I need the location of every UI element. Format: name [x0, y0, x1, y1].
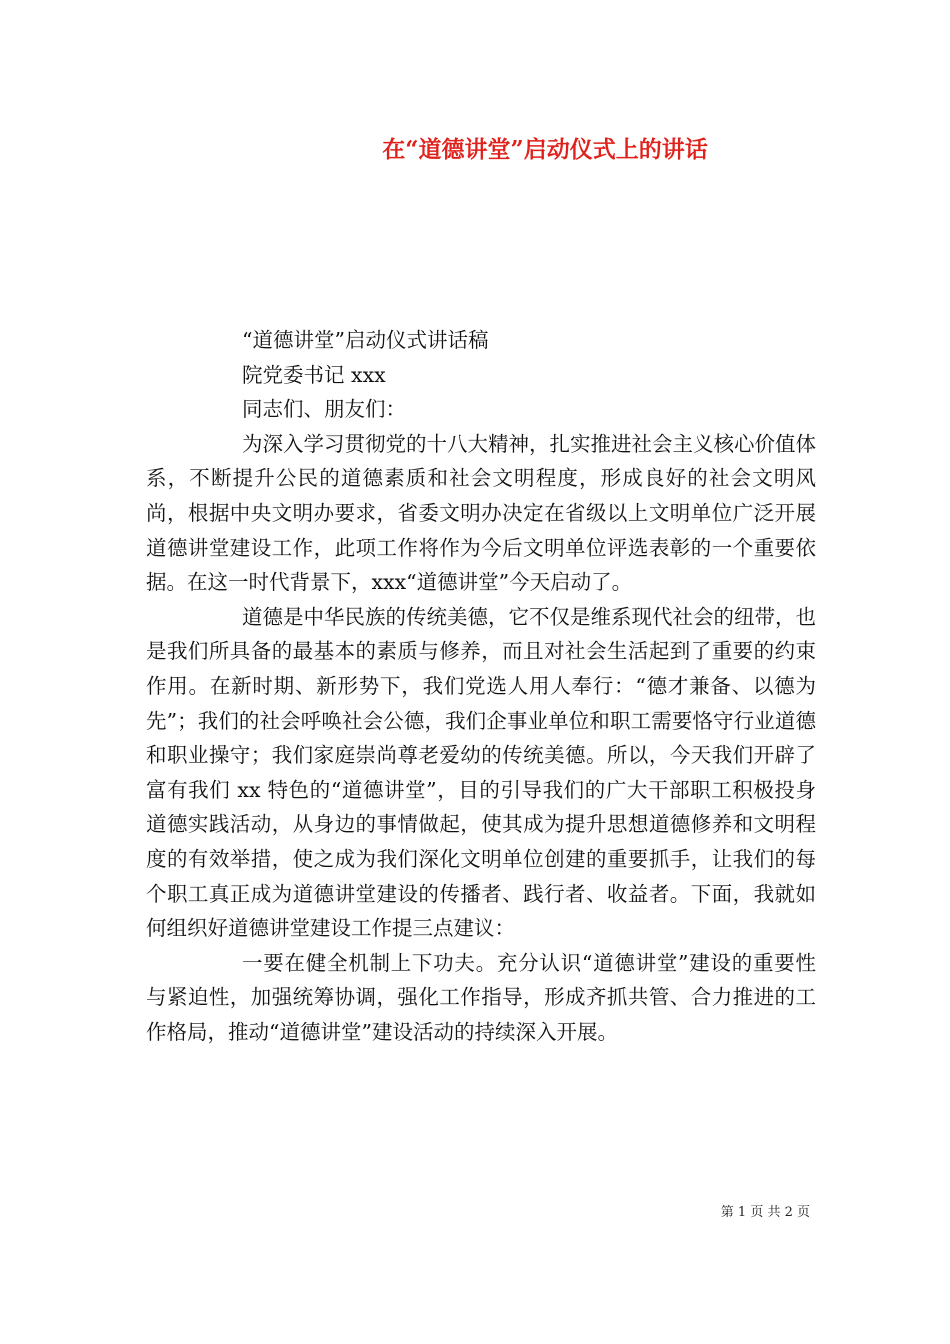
body-paragraph-2: 道德是中华民族的传统美德，它不仅是维系现代社会的纽带，也是我们所具备的最基本的素质与修养，而且对社会生活起到了重要的约束作用。在新时期、新形势下，我们党选人用人奉行：“德才兼备、以德为先”；我们的社会呼唤社会公德，我们企事业单位和职工需要恪守行业道德和职业操守；我们家庭崇尚尊老爱幼的传统美德。所以，今天我们开辟了富有我们 xx 特色的“道德讲堂”，目的引导我们的广大干部职工积极投身道德实践活动，从身边的事情做起，使其成为提升思想道德修养和文明程度的有效举措，使之成为我们深化文明单位创建的重要抓手，让我们的每个职工真正成为道德讲堂建设的传播者、践行者、收益者。下面，我就如何组织好道德讲堂建设工作提三点建议： [146, 604, 816, 941]
page-number: 第 1 页 共 2 页 [720, 1205, 810, 1220]
document-subtitle: “道德讲堂”启动仪式讲话稿 [242, 328, 489, 352]
document-body [146, 323, 816, 1049]
document-title: 在“道德讲堂”启动仪式上的讲话 [382, 136, 708, 163]
body-paragraph-1: 为深入学习贯彻党的十八大精神，扎实推进社会主义核心价值体系，不断提升公民的道德素质和社会文明程度，形成良好的社会文明风尚，根据中央文明办要求，省委文明办决定在省级以上文明单位广泛开展道德讲堂建设工作，此项工作将作为今后文明单位评选表彰的一个重要依据。在这一时代背景下，xxx“道德讲堂”今天启动了。 [146, 431, 816, 595]
body-paragraph-3: 一要在健全机制上下功夫。充分认识“道德讲堂”建设的重要性与紧迫性，加强统筹协调，强化工作指导，形成齐抓共管、合力推进的工作格局，推动“道德讲堂”建设活动的持续深入开展。 [146, 950, 816, 1044]
document-salutation: 同志们、朋友们： [242, 397, 406, 422]
document-author: 院党委书记 xxx [242, 362, 386, 387]
